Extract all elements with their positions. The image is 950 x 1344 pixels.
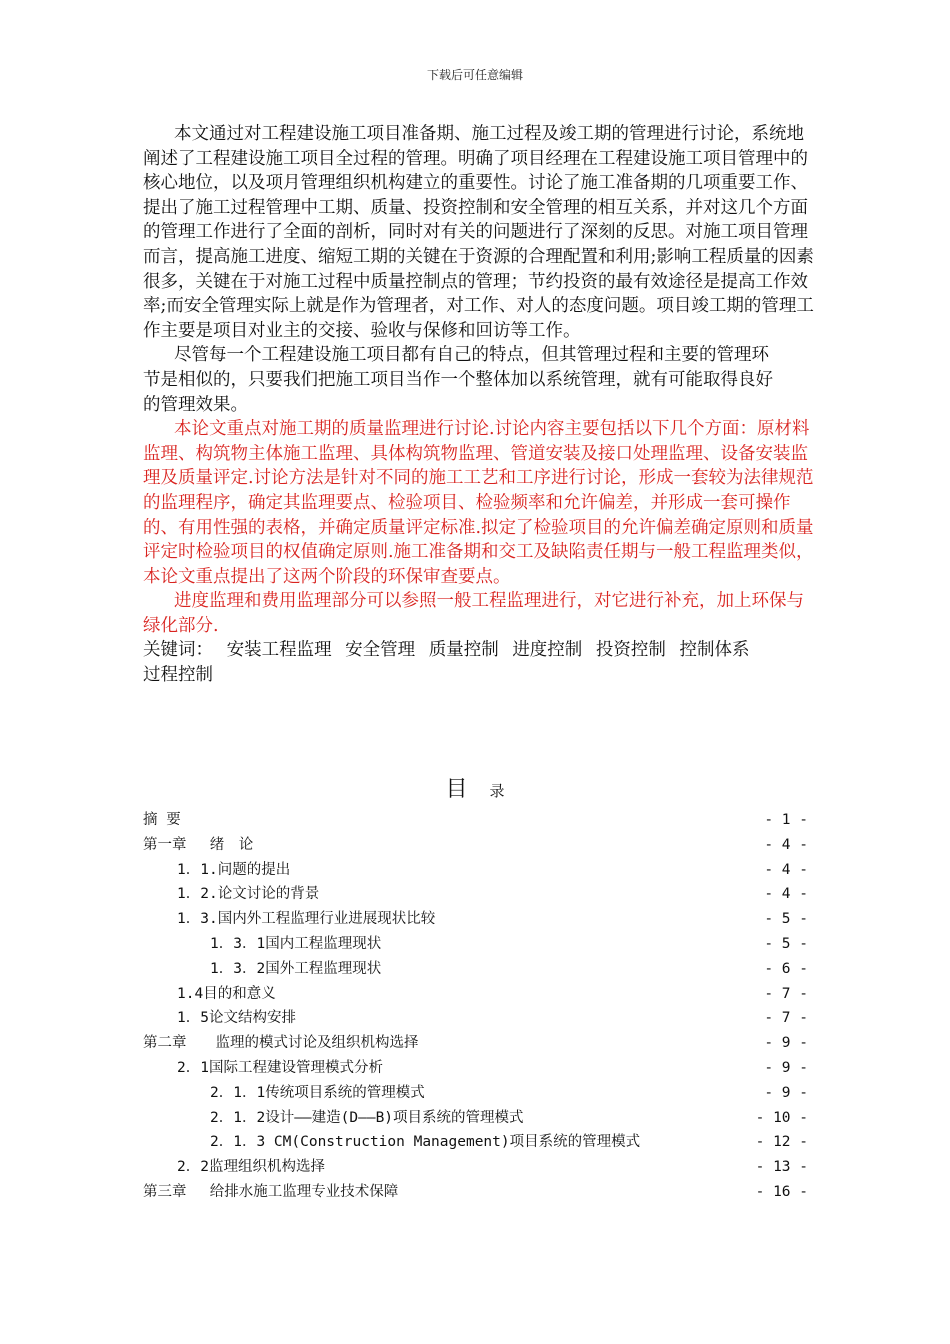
toc-entry[interactable] [143, 982, 808, 1007]
toc-entry-page: - 16 - [755, 1183, 808, 1200]
toc-entry[interactable] [143, 1106, 808, 1131]
paragraph-3-highlight: 本论文重点对施工期的质量监理进行讨论.讨论内容主要包括以下几个方面：原材料监理、构筑物主体施工监理、具体构筑物监理、管道安装及接口处理监理、设备安装监理及质量评定.讨论方法是针对不同的施工工艺和工序进行讨论，形成一套较为法律规范的监理程序，确定其监理要点、检验项目、检验频率和允许偏差，并形成一套可操作的、有用性强的表格，并确定质量评定标准.拟定了检验项目的允许偏差确定原则和质量评定时检验项目的权值确定原则.施工准备期和交工及缺陷责任期与一般工程监理类似，本论文重点提出了这两个阶段的环保审查要点。 [143, 419, 814, 587]
toc-entry-page: - 9 - [764, 1084, 808, 1101]
toc-entry-title: 1．3．2国外工程监理现状 [210, 960, 382, 977]
toc-entry-title: 2．1．2设计——建造(D——B)项目系统的管理模式 [210, 1109, 524, 1126]
paragraph-4-highlight: 进度监理和费用监理部分可以参照一般工程监理进行，对它进行补充，加上环保与绿化部分. [143, 591, 804, 636]
toc-entry-title: 2．1．1传统项目系统的管理模式 [210, 1084, 425, 1101]
toc-entry-page: - 4 - [764, 836, 808, 853]
toc-entry-page: - 1 - [764, 812, 808, 828]
keyword: 安装工程监理 [226, 640, 332, 661]
toc-entry-title: 1．2.论文讨论的背景 [177, 886, 320, 903]
keywords-line [143, 638, 815, 663]
keywords-tail: 过程控制 [143, 665, 213, 686]
toc-entry-title: 第三章 给排水施工监理专业技术保障 [143, 1183, 399, 1200]
toc-entry-page: - 10 - [755, 1109, 808, 1126]
keyword: 控制体系 [679, 640, 750, 661]
toc-entry-title: 2．1．3 CM(Construction Management)项目系统的管理模式 [210, 1134, 641, 1151]
toc-title [0, 772, 950, 803]
keyword: 质量控制 [428, 640, 499, 661]
toc-entry-page: - 9 - [764, 1059, 808, 1076]
keywords-label: 关键词： [143, 640, 213, 661]
toc-entry-title: 2．2监理组织机构选择 [177, 1159, 325, 1176]
abstract-body [143, 122, 815, 688]
toc-entry-page: - 7 - [764, 1010, 808, 1027]
toc-entry[interactable] [143, 1081, 808, 1106]
toc-entry[interactable] [143, 1056, 808, 1081]
toc-entry-title: 第一章 绪 论 [143, 836, 254, 853]
toc-entry[interactable] [143, 1155, 808, 1180]
keyword: 进度控制 [512, 640, 583, 661]
toc-entry[interactable] [143, 932, 808, 957]
toc-title-char-2: 录 [489, 782, 505, 800]
toc-entry[interactable] [143, 907, 808, 932]
toc-entry-page: - 4 - [764, 861, 808, 878]
toc-entry-title: 2．1国际工程建设管理模式分析 [177, 1059, 383, 1076]
keyword: 安全管理 [345, 640, 416, 661]
toc-entry-title: 摘 要 [143, 812, 181, 828]
page-header: 下载后可任意编辑 [426, 68, 523, 82]
toc-entry-page: - 5 - [764, 935, 808, 952]
toc-entry-page: - 4 - [764, 886, 808, 903]
toc-entry[interactable] [143, 1130, 808, 1155]
toc-entry-page: - 7 - [764, 985, 808, 1002]
toc-entry[interactable] [143, 1180, 808, 1205]
toc-entry-page: - 9 - [764, 1035, 808, 1052]
toc-entry[interactable] [143, 882, 808, 907]
table-of-contents [143, 808, 808, 1205]
toc-entry[interactable] [143, 833, 808, 858]
paragraph-1: 本文通过对工程建设施工项目准备期、施工过程及竣工期的管理进行讨论，系统地阐述了工程建设施工项目全过程的管理。明确了项目经理在工程建设施工项目管理中的核心地位，以及项月管理组织机构建立的重要性。讨论了施工准备期的几项重要工作、提出了施工过程管理中工期、质量、投资控制和安全管理的相互关系，并对这几个方面的管理工作进行了全面的剖析，同时对有关的问题进行了深刻的反思。对施工项目管理而言，提高施工进度、缩短工期的关键在于资源的合理配置和利用;影响工程质量的因素很多，关键在于对施工过程中质量控制点的管理；节约投资的最有效途径是提高工作效率;而安全管理实际上就是作为管理者，对工作、对人的态度问题。项目竣工期的管理工作主要是项目对业主的交接、验收与保修和回访等工作。 [143, 124, 814, 341]
toc-entry-title: 1．3.国内外工程监理行业进展现状比较 [177, 911, 436, 928]
toc-entry-page: - 5 - [764, 911, 808, 928]
toc-entry-page: - 6 - [764, 960, 808, 977]
toc-entry-title: 1．3．1国内工程监理现状 [210, 935, 382, 952]
toc-entry-title: 第二章 监理的模式讨论及组织机构选择 [143, 1035, 419, 1052]
toc-entry-title: 1.4目的和意义 [177, 985, 276, 1002]
toc-entry-title: 1．1.问题的提出 [177, 861, 291, 878]
paragraph-2: 尽管每一个工程建设施工项目都有自己的特点，但其管理过程和主要的管理环节是相似的，只要我们把施工项目当作一个整体加以系统管理，就有可能取得良好的管理效果。 [143, 345, 773, 415]
toc-title-char-1: 目 [445, 777, 468, 802]
toc-entry-page: - 12 - [755, 1134, 808, 1151]
toc-entry-page: - 13 - [755, 1159, 808, 1176]
toc-entry[interactable] [143, 1031, 808, 1056]
toc-entry[interactable] [143, 1006, 808, 1031]
toc-entry[interactable] [143, 808, 808, 833]
toc-entry[interactable] [143, 858, 808, 883]
keyword: 投资控制 [595, 640, 666, 661]
toc-entry[interactable] [143, 957, 808, 982]
toc-entry-title: 1．5论文结构安排 [177, 1010, 296, 1027]
